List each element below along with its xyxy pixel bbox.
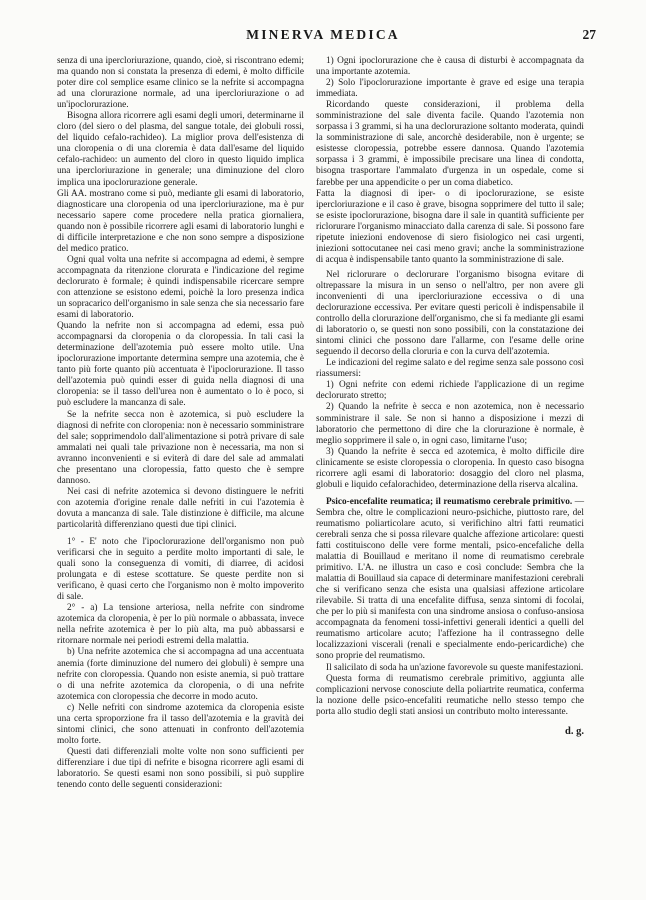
paragraph: Quando la nefrite non si accompagna ad edemi, essa può accompagnarsi da cloropenia o da cloropessia. In tali casi la determinazione dell'azotemia può essere molto utile. Una ipoclorurazione importante determina sempre una azotemia, che è tanto più forte quanto più accentuata è l'ipoclorurazione. Il tasso dell'azotemia può quindi esser di guida nella diagnosi di una cloropenia: se il tasso dell'urea non è aumentato o lo è poco, si può escludere la mancanza di sale. bbox=[57, 321, 304, 409]
paragraph: 3) Quando la nefrite è secca ed azotemica, è molto difficile dire clinicamente se esiste cloropessia o cloropenia. In questo caso bisogna ricorrere agli esami di laboratorio: dosaggio del cloro nel plasma, globuli e liquido cefalorachideo, determinazione della riserva alcalina. bbox=[316, 446, 584, 490]
left-column bbox=[57, 56, 304, 791]
paragraph: 1° - E' noto che l'ipoclorurazione dell'organismo non può verificarsi che in seguito a perdite molto importanti di sale, le quali sono la conseguenza di vomiti, di diarree, di acidosi prolungata e di estese scottature. Se queste perdite non si verificano, è quasi certo che l'organismo non è molto impoverito di sale. bbox=[57, 537, 304, 603]
paragraph: Se la nefrite secca non è azotemica, si può escludere la diagnosi di nefrite con cloropenia: non è necessario somministrare del sale; sopprimendolo dall'alimentazione si potrà privare di sale ammalati nei quali tale privazione non è necessaria, ma non si avranno inconvenienti e si eviterà di dare del sale ad ammalati che presentano una cloropessia, fatto questo che è sempre dannoso. bbox=[57, 409, 304, 486]
paragraph: Fatta la diagnosi di iper- o di ipoclorurazione, se esiste ipercloriurazione e il caso è grave, bisogna sopprimere del tutto il sale; se esiste ipoclorurazione, bisogna dare il sale in quantità sufficiente per riclorurare l'organismo minacciato dalla carenza di sale. Si possono fare ripetute iniezioni endovenose di siero fisiologico nei casi urgenti, iniezioni sottocutanee nei casi meno gravi; anche la somministrazione di acqua è indispensabile tanto quanto la somministrazione di sale. bbox=[316, 188, 584, 265]
paragraph: Nei casi di nefrite azotemica si devono distinguere le nefriti con azotemia d'origine renale dalle nefriti in cui l'azotemia è dovuta a mancanza di sale. Tale distinzione è difficile, ma alcune particolarità differenziano questi due tipi clinici. bbox=[57, 486, 304, 530]
journal-title: MINERVA MEDICA bbox=[246, 27, 400, 42]
paragraph: Ogni qual volta una nefrite si accompagna ad edemi, è sempre accompagnata da ritenzione clorurata e l'indicazione del regime declorurato è formale; è quindi indispensabile ricercare sempre con attenzione se esistono edemi, poichè la loro presenza indica un sopracarico dell'organismo in sale senza che sia necessario fare esami di laboratorio. bbox=[57, 254, 304, 321]
paragraph: 1) Ogni nefrite con edemi richiede l'applicazione di un regime declorurato stretto; bbox=[316, 380, 584, 402]
author-signature: d. g. bbox=[565, 725, 584, 737]
paragraph: Gli AA. mostrano come si può, mediante gli esami di laboratorio, diagnosticare una cloropenia od una ipercloriurazione, ma è pur necessario sapere come procedere nella pratica giornaliera, quando non è possibile ricorrere agli esami di laboratorio lunghi e di difficile interpretazione e che non sono sempre a disposizione del medico pratico. bbox=[57, 188, 304, 254]
right-column bbox=[316, 56, 584, 737]
paragraph: Ricordando queste considerazioni, il problema della somministrazione del sale diventa facile. Quando l'azotemia non sorpassa i 3 grammi, si ha una declorurazione soltanto moderata, quindi la somministrazione di sale, ancorchè desiderabile, non è urgente; se esistesse cloropessia, potrebbe essere dannosa. Quando l'azotemia sorpassa i 3 grammi, è impossibile precisare una linea di condotta, bisogna trasportare l'ammalato d'urgenza in un ospedale, come si farebbe per una appendicite o per un coma diabetico. bbox=[316, 100, 584, 188]
page-number: 27 bbox=[582, 27, 596, 42]
article-body: — Sembra che, oltre le complicazioni neuro-psichiche, piuttosto rare, del reumatismo poliarticolare acuto, si verifichino altri fatti reumatici cerebrali senza che si possa rilevare qualche affezione articolare: questi fatti costituiscono delle vere forme mentali, psico-encefaliche della malattia di Bouillaud e meritano il nome di reumatismo cerebrale primitivo. L'A. ne illustra un caso e così conclude: Sembra che la malattia di Bouillaud sia capace di determinare manifestazioni cerebrali che si verificano senza che esista una qualsiasi affezione articolare rilevabile. Si tratta di una encefalite diffusa, senza sintomi di focolai, che per lo più si manifesta con una sindrome ansiosa o confuso-ansiosa accompagnata da fenomeni tossi-infettivi generali identici a quelli del reumatismo articolare acuto; l'affezione ha il contrassegno delle localizzazioni viscerali (renali e specialmente endo-pericardiche) che sono proprie del reumatismo. bbox=[316, 496, 584, 662]
paragraph: Il salicilato di soda ha un'azione favorevole su queste manifestazioni. bbox=[326, 662, 584, 673]
paragraph: Questa forma di reumatismo cerebrale primitivo, aggiunta alle complicazioni nervose conosciute della poliartrite reumatica, conferma la nozione delle psico-encefaliti reumatiche nello stesso tempo che porta allo studio degli stati ansiosi un contributo molto interessante. bbox=[316, 673, 584, 717]
page-header bbox=[0, 27, 646, 47]
paragraph: 2° - a) La tensione arteriosa, nella nefrite con sindrome azotemica da cloropenia, è per lo più normale o abbassata, invece nella nefrite azotemica è per lo più alta, ma può abbassarsi e ritornare normale nei periodi estremi della malattia. bbox=[57, 603, 304, 647]
paragraph: Bisogna allora ricorrere agli esami degli umori, determinarne il cloro (del siero o del plasma, del sangue totale, dei globuli rossi, del liquido cefalo-rachideo). La miglior prova dell'esistenza di una cloropenia o di una cloremia è data dall'esame del liquido cefalo-rachideo: un aumento del cloro in questo liquido implica una ipercloriurazione in generale; una diminuzione del cloro implica una ipoclorurazione generale. bbox=[57, 111, 304, 188]
paragraph: 2) Quando la nefrite è secca e non azotemica, non è necessario somministrare il sale. Se non si hanno a disposizione i mezzi di laboratorio che permettono di dire che la clorurazione è normale, è meglio sopprimere il sale o, in ogni caso, limitarne l'uso; bbox=[316, 402, 584, 446]
article-title: Psico-encefalite reumatica; il reumatismo cerebrale primitivo. bbox=[326, 496, 573, 507]
paragraph: Le indicazioni del regime salato e del regime senza sale possono così riassumersi: bbox=[316, 358, 584, 380]
paragraph: b) Una nefrite azotemica che si accompagna ad una accentuata anemia (forte diminuzione del numero dei globuli) è sempre una nefrite con cloropessia. Quando non esiste anemia, si può trattare o di una nefrite azotemica da cloropenia, o di una nefrite azotemica con cloropessia che decorre in modo acuto. bbox=[57, 647, 304, 702]
paragraph: senza di una ipercloriurazione, quando, cioè, si riscontrano edemi; ma quando non si constata la presenza di edemi, è molto difficile poter dire col semplice esame clinico se la nefrite si accompagna ad una clorurazione normale, ad una ipercloriurazione o ad un'ipoclorurazione. bbox=[57, 56, 304, 111]
paragraph: 2) Solo l'ipoclorurazione importante è grave ed esige una terapia immediata. bbox=[316, 78, 584, 100]
article-paragraph bbox=[316, 497, 584, 663]
paragraph: Nel riclorurare o declorurare l'organismo bisogna evitare di oltrepassare la misura in un senso o nell'altro, per non avere gli inconvenienti di una ipercloriurazione eccessiva o di una declorurazione eccessiva. Per evitare questi pericoli è indispensabile il controllo della clorurazione dell'organismo, che si fa mediante gli esami di laboratorio o, se questi non sono possibili, con la constatazione dei sintomi clinici che possono dare l'allarme, con l'esame delle orine seguendo il decorso della cloruria e con la curva dell'azotemia. bbox=[316, 269, 584, 358]
paragraph: c) Nelle nefriti con sindrome azotemica da cloropenia esiste una certa sproporzione fra il tasso dell'azotemia e la gravità dei sintomi clinici, che sono attenuati in confronto dell'azotemia molto forte. bbox=[57, 702, 304, 746]
paragraph: 1) Ogni ipoclorurazione che è causa di disturbi è accompagnata da una importante azotemia. bbox=[316, 56, 584, 78]
paragraph: Questi dati differenziali molte volte non sono sufficienti per differenziare i due tipi di nefrite e bisogna ricorrere agli esami di laboratorio. Se questi esami non sono possibili, si può supplire tenendo conto delle seguenti considerazioni: bbox=[57, 746, 304, 791]
